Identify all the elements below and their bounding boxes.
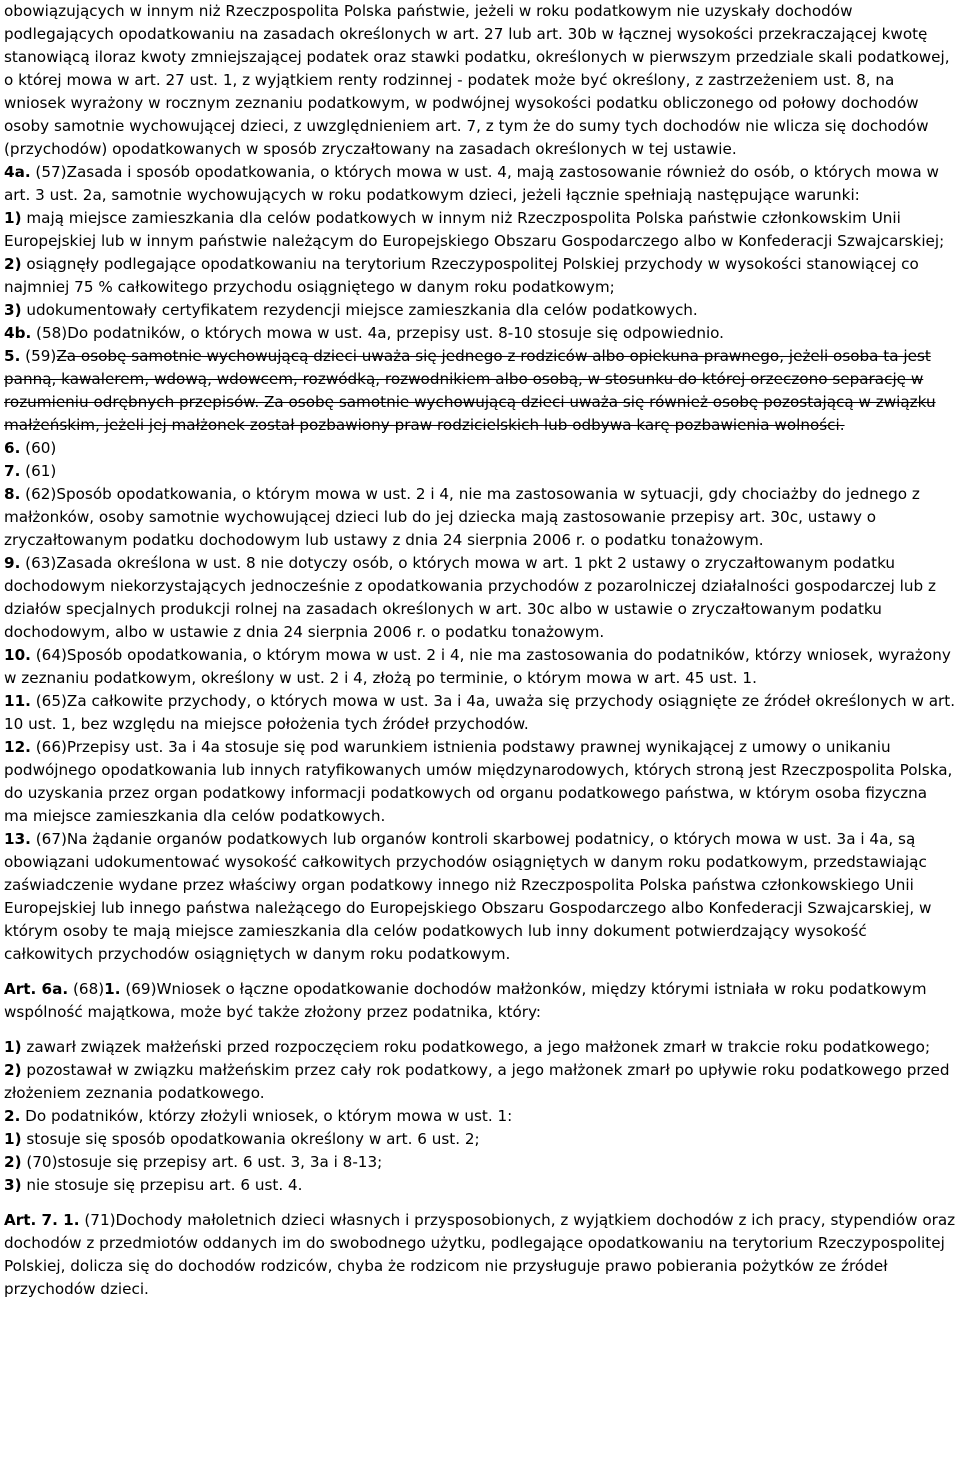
paragraph-text: (57)Zasada i sposób opodatkowania, o których mowa w ust. 4, mają zastosowanie również do osób, o których mowa w art. 3 ust. 2a, samotnie wychowujących w roku podatkowym dzieci, jeżeli łącznie spełniają następujące warunki: — [4, 163, 939, 204]
paragraph-number: 10. — [4, 646, 31, 664]
paragraph-text: (62)Sposób opodatkowania, o którym mowa w ust. 2 i 4, nie ma zastosowania w sytuacji, gdy chociażby do jednego z małżonków, osoby samotnie wychowującej dzieci lub do jej dziecka mają zastosowanie przepisy art. 30c, ustawy o zryczałtowanym podatku dochodowym lub ustawy z dnia 24 sierpnia 2006 r. o podatku tonażowym. — [4, 485, 920, 549]
paragraph-4a-3 — [4, 299, 956, 322]
paragraph-text: mają miejsce zamieszkania dla celów podatkowych w innym niż Rzeczpospolita Polska państwie członkowskim Unii Europejskiej lub w innym państwie należącym do Europejskiego Obszaru Gospodarczego albo w Konfederacji Szwajcarskiej; — [4, 209, 945, 250]
paragraph-text: (68) — [68, 980, 105, 998]
paragraph-art6a-2x — [4, 1105, 956, 1128]
paragraph-text: udokumentowały certyfikatem rezydencji miejsce zamieszkania dla celów podatkowych. — [21, 301, 698, 319]
paragraph-number: 5. — [4, 347, 21, 365]
paragraph-art6a-2x-1 — [4, 1128, 956, 1151]
paragraph-text: (70)stosuje się przepisy art. 6 ust. 3, 3a i 8-13; — [21, 1153, 383, 1171]
paragraph-10 — [4, 644, 956, 690]
paragraph-number: 1) — [4, 1038, 22, 1056]
paragraph-6 — [4, 437, 956, 460]
paragraph-4a-1 — [4, 207, 956, 253]
paragraph-number: 1) — [4, 209, 22, 227]
paragraph-art6a-2 — [4, 1059, 956, 1105]
paragraph-text: nie stosuje się przepisu art. 6 ust. 4. — [21, 1176, 303, 1194]
paragraph-art6a — [4, 978, 956, 1024]
paragraph-text: (59) — [20, 347, 57, 365]
paragraph-text: (61) — [20, 462, 57, 480]
paragraph-number: 4b. — [4, 324, 32, 342]
paragraph-text: zawarł związek małżeński przed rozpoczęciem roku podatkowego, a jego małżonek zmarł w trakcie roku podatkowego; — [21, 1038, 931, 1056]
paragraph-7 — [4, 460, 956, 483]
paragraph-number: 1) — [4, 1130, 22, 1148]
paragraph-9 — [4, 552, 956, 644]
paragraph-text: obowiązujących w innym niż Rzeczpospolita Polska państwie, jeżeli w roku podatkowym nie uzyskały dochodów podlegających opodatkowaniu na zasadach określonych w art. 27 lub art. 30b w łącznej wysokości przekraczającej kwotę stanowiącą iloraz kwoty zmniejszającej podatek oraz stawki podatku, określonych w pierwszym przedziale skali podatkowej, o której mowa w art. 27 ust. 1, z wyjątkiem renty rodzinnej - podatek może być określony, z zastrzeżeniem ust. 8, na wniosek wyrażony w rocznym zeznaniu podatkowym, w podwójnej wysokości podatku obliczonego od połowy dochodów osoby samotnie wychowującej dzieci, z uwzględnieniem art. 7, z tym że do sumy tych dochodów nie wlicza się dochodów (przychodów) opodatkowanych w sposób zryczałtowany na zasadach określonych w tej ustawie. — [4, 2, 950, 158]
paragraph-text: osiągnęły podlegające opodatkowaniu na terytorium Rzeczypospolitej Polskiej przychody w wysokości stanowiącej co najmniej 75 % całkowitego przychodu osiągniętego w danym roku podatkowym; — [4, 255, 919, 296]
paragraph-text: (58)Do podatników, o których mowa w ust. 4a, przepisy ust. 8-10 stosuje się odpowiednio. — [31, 324, 725, 342]
paragraph-number: 13. — [4, 830, 31, 848]
paragraph-4b — [4, 322, 956, 345]
paragraph-5 — [4, 345, 956, 437]
paragraph-cont — [4, 0, 956, 161]
paragraph-number: 6. — [4, 439, 21, 457]
paragraph-number: 1. — [104, 980, 121, 998]
paragraph-number: 9. — [4, 554, 21, 572]
paragraph-text: Do podatników, którzy złożyli wniosek, o którym mowa w ust. 1: — [20, 1107, 513, 1125]
struck-text: Za osobę samotnie wychowującą dzieci uważa się jednego z rodziców albo opiekuna prawnego, jeżeli osoba ta jest panną, kawalerem, wdową, wdowcem, rozwódką, rozwodnikiem albo osobą, w stosunku do której orzeczono separację w rozumieniu odrębnych przepisów. Za osobę samotnie wychowującą dzieci uważa się również osobę pozostającą w związku małżeńskim, jeżeli jej małżonek został pozbawiony praw rodzicielskich lub odbywa karę pozbawienia wolności. — [4, 347, 936, 434]
paragraph-number: 2. — [4, 1107, 21, 1125]
paragraph-text: (66)Przepisy ust. 3a i 4a stosuje się pod warunkiem istnienia podstawy prawnej wynikającej z umowy o unikaniu podwójnego opodatkowania lub innych ratyfikowanych umów międzynarodowych, których stroną jest Rzeczpospolita Polska, do uzyskania przez organ podatkowy informacji podatkowych od organu podatkowego państwa, w którym osoba fizyczna ma miejsce zamieszkania dla celów podatkowych. — [4, 738, 953, 825]
paragraph-4a — [4, 161, 956, 207]
paragraph-number: 8. — [4, 485, 21, 503]
paragraph-text: (63)Zasada określona w ust. 8 nie dotyczy osób, o których mowa w art. 1 pkt 2 ustawy o zryczałtowanym podatku dochodowym niekorzystających jednocześnie z opodatkowania przychodów z pozarolniczej działalności gospodarczej lub z działów specjalnych produkcji rolnej na zasadach określonych w art. 30c albo w ustawie o zryczałtowanym podatku dochodowym, albo w ustawie z dnia 24 sierpnia 2006 r. o podatku tonażowym. — [4, 554, 936, 641]
paragraph-art6a-1 — [4, 1036, 956, 1059]
paragraph-number: 3) — [4, 1176, 22, 1194]
paragraph-number: 2) — [4, 1153, 22, 1171]
paragraph-text: (71)Dochody małoletnich dzieci własnych i przysposobionych, z wyjątkiem dochodów z ich pracy, stypendiów oraz dochodów z przedmiotów oddanych im do swobodnego użytku, podlegające opodatkowaniu na terytorium Rzeczypospolitej Polskiej, dolicza się do dochodów rodziców, chyba że rodzicom nie przysługuje prawo pobierania pożytków ze źródeł przychodów dzieci. — [4, 1211, 956, 1298]
paragraph-4a-2 — [4, 253, 956, 299]
paragraph-8 — [4, 483, 956, 552]
paragraph-11 — [4, 690, 956, 736]
paragraph-number: 12. — [4, 738, 31, 756]
paragraph-art7 — [4, 1209, 956, 1301]
paragraph-number: 7. — [4, 462, 21, 480]
paragraph-art6a-2x-2 — [4, 1151, 956, 1174]
paragraph-text: stosuje się sposób opodatkowania określony w art. 6 ust. 2; — [21, 1130, 480, 1148]
paragraph-number: 2) — [4, 1061, 22, 1079]
paragraph-number: 4a. — [4, 163, 31, 181]
paragraph-text: (67)Na żądanie organów podatkowych lub organów kontroli skarbowej podatnicy, o których mowa w ust. 3a i 4a, są obowiązani udokumentować wysokość całkowitych przychodów osiągniętych w danym roku podatkowym, przedstawiając zaświadczenie wydane przez właściwy organ podatkowy innego niż Rzeczpospolita Polska państwa członkowskiego Unii Europejskiej lub innego państwa należącego do Europejskiego Obszaru Gospodarczego albo Konfederacji Szwajcarskiej, w którym osoby te mają miejsce zamieszkania dla celów podatkowych lub inny dokument potwierdzający wysokość całkowitych przychodów osiągniętych w danym roku podatkowym. — [4, 830, 932, 963]
paragraph-number: Art. 7. 1. — [4, 1211, 80, 1229]
paragraph-text: (65)Za całkowite przychody, o których mowa w ust. 3a i 4a, uważa się przychody osiągnięte ze źródeł określonych w art. 10 ust. 1, bez względu na miejsce położenia tych źródeł przychodów. — [4, 692, 956, 733]
paragraph-text: (64)Sposób opodatkowania, o którym mowa w ust. 2 i 4, nie ma zastosowania do podatników, którzy wniosek, wyrażony w zeznaniu podatkowym, określony w ust. 2 i 4, złożą po terminie, o którym mowa w art. 45 ust. 1. — [4, 646, 951, 687]
paragraph-number: Art. 6a. — [4, 980, 69, 998]
paragraph-text: (60) — [20, 439, 57, 457]
paragraph-number: 3) — [4, 301, 22, 319]
paragraph-art6a-2x-3 — [4, 1174, 956, 1197]
paragraph-13 — [4, 828, 956, 966]
paragraph-text: (69)Wniosek o łączne opodatkowanie dochodów małżonków, między którymi istniała w roku podatkowym wspólność majątkowa, może być także złożony przez podatnika, który: — [4, 980, 927, 1021]
paragraph-number: 11. — [4, 692, 31, 710]
paragraph-number: 2) — [4, 255, 22, 273]
paragraph-text: pozostawał w związku małżeńskim przez cały rok podatkowy, a jego małżonek zmarł po upływie roku podatkowego przed złożeniem zeznania podatkowego. — [4, 1061, 950, 1102]
paragraph-12 — [4, 736, 956, 828]
